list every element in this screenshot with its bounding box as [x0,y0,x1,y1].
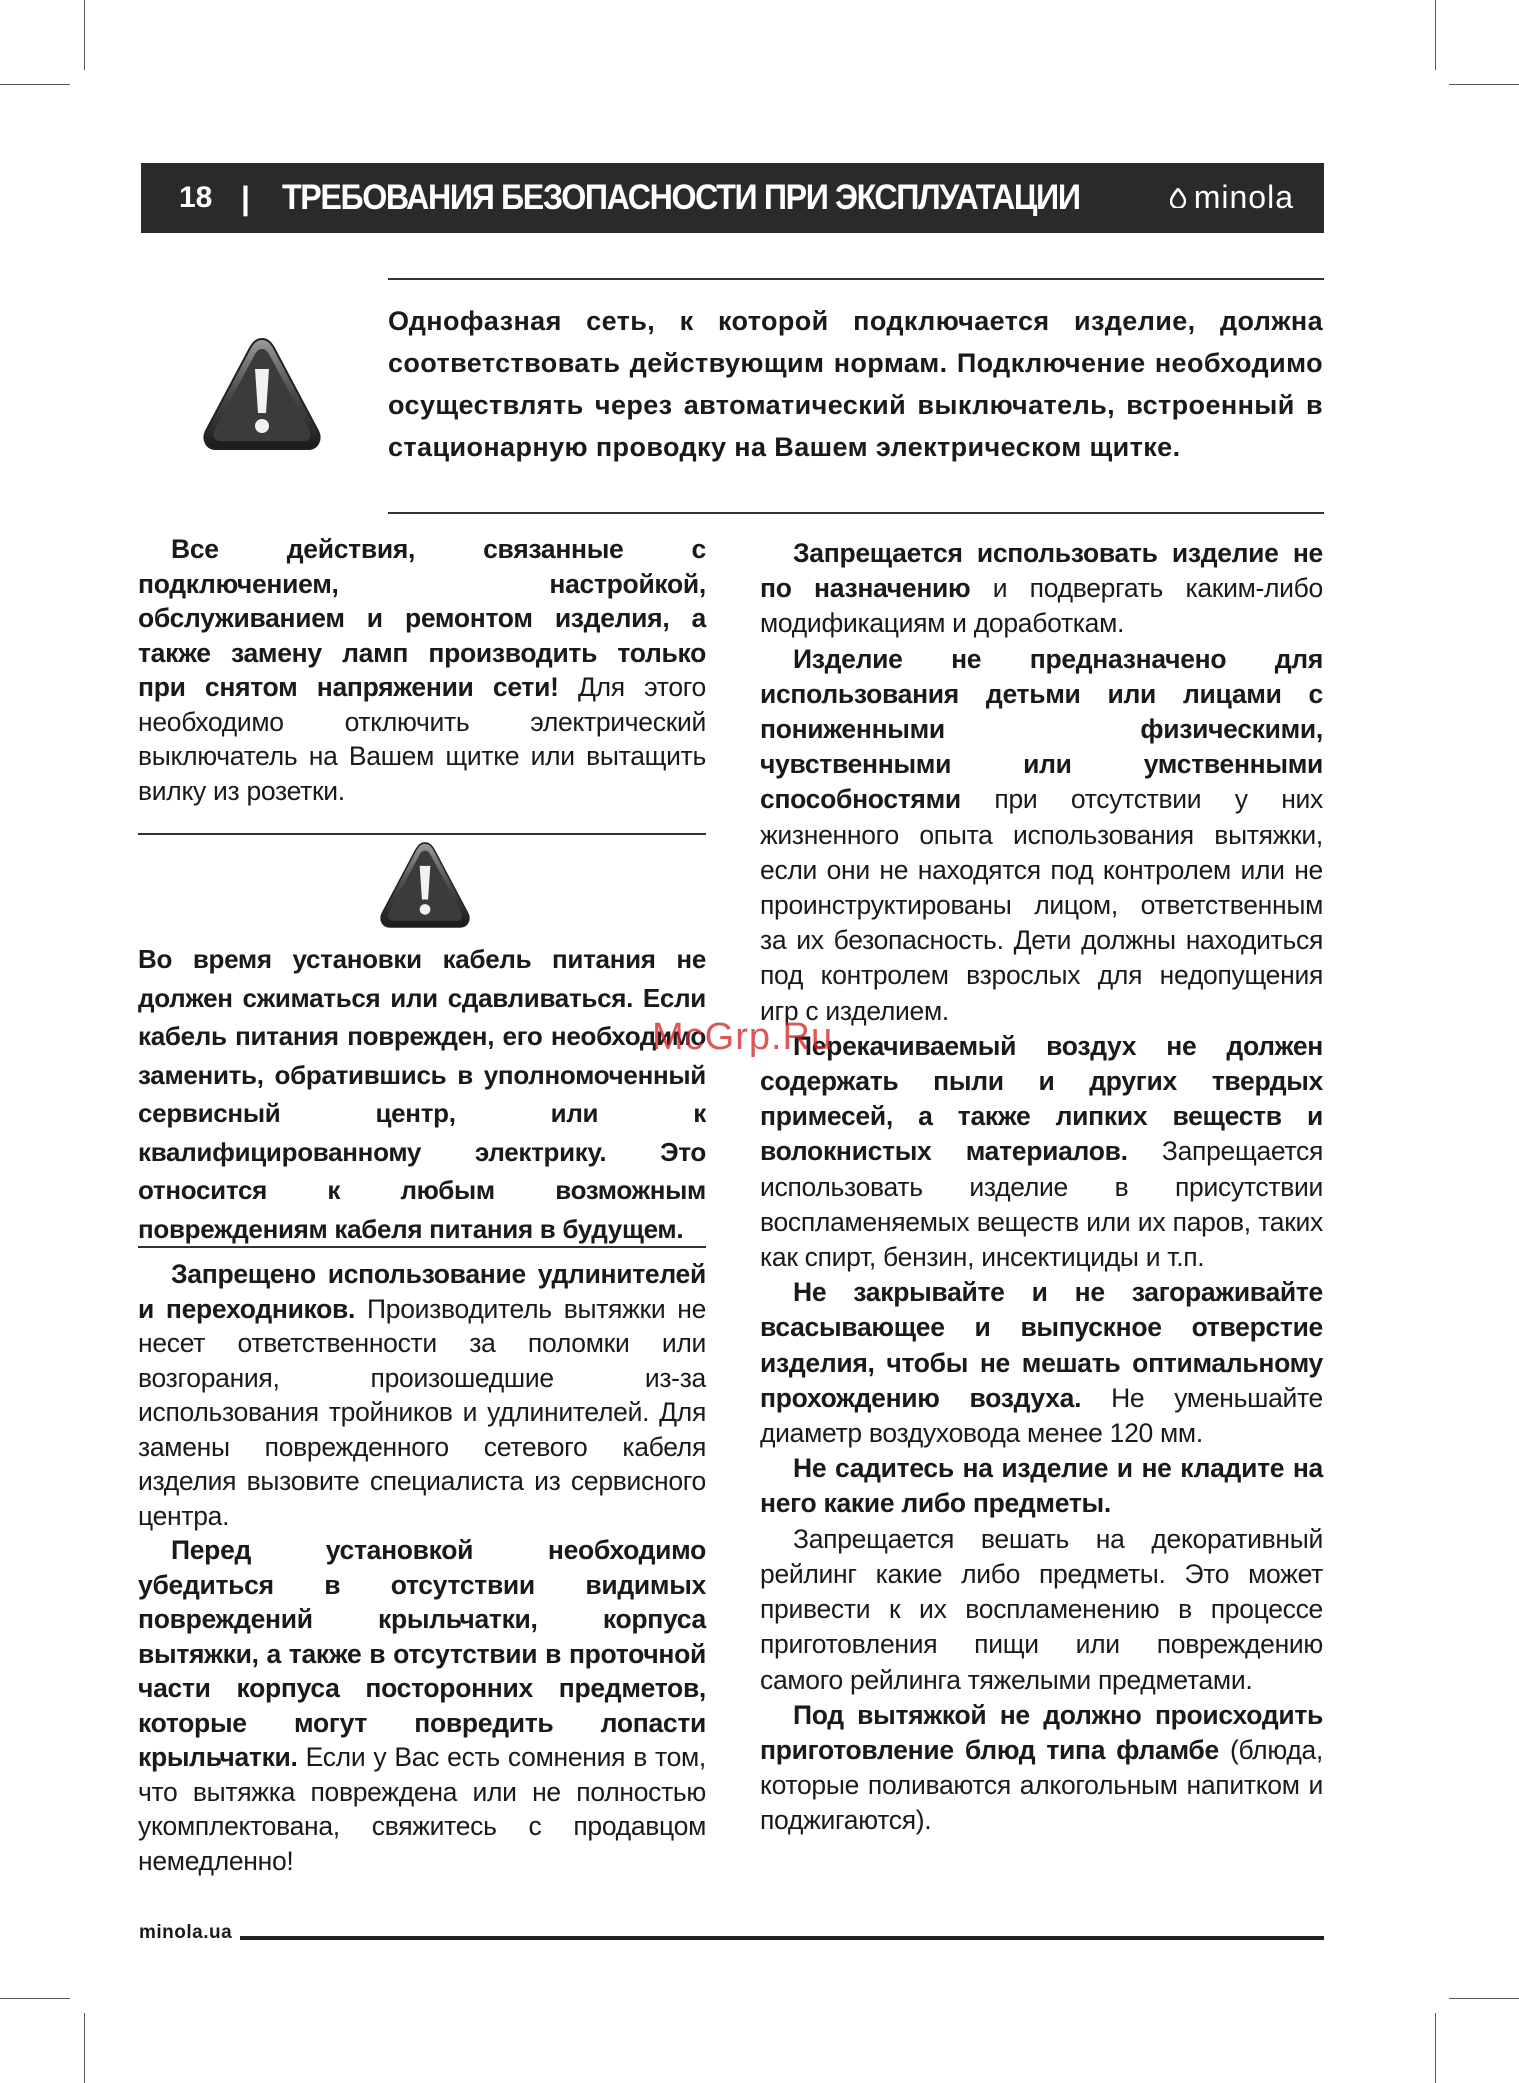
body-text: Не уменьшайте диаметр воздуховода менее 120 мм. [760,1382,1323,1449]
brand-logo [1170,179,1294,216]
page-header [141,163,1324,233]
paragraph [760,1029,1323,1275]
page-title: ТРЕБОВАНИЯ БЕЗОПАСНОСТИ ПРИ ЭКСПЛУАТАЦИИ [281,178,1080,217]
paragraph [760,1698,1323,1839]
paragraph: Не садитесь на изделие и не кладите на него какие либо предметы. [760,1453,1323,1519]
body-text: при отсутствии у них жизненного опыта использования вытяжки, если они не находятся под контролем или не проинструктированы лицом, ответственным за их безопасность. Дети должны находиться под контролем взрослых для недопущения игр с изделием. [760,784,1323,1026]
paragraph [138,1533,706,1878]
divider [388,278,1324,280]
divider [138,1246,706,1248]
crop-mark [0,84,70,85]
bold-text: Под вытяжкой не должно происходить приготовление блюд типа фламбе [760,1699,1323,1765]
divider [388,512,1324,514]
paragraph [138,532,706,808]
paragraph [760,536,1323,642]
footer-site: minola.ua [139,1922,233,1943]
bold-text: Все действия, связанные с подключением, настройкой, обслуживанием и ремонтом изделия, а также замену ламп производить только при снятом напряжении сети! [138,534,706,702]
footer-rule [240,1936,1324,1940]
crop-mark [1449,1998,1519,1999]
body-text: Если у Вас есть сомнения в том, что вытяжка повреждена или не полностью укомплектована, свяжитесь с продавцом немедленно! [138,1742,706,1876]
crop-mark [0,1998,70,1999]
drop-icon [1170,188,1186,208]
crop-mark [1449,84,1519,85]
body-text: Запрещается использовать изделие в присутствии воспламеняемых веществ или их паров, таких как спирт, бензин, инсектициды и т.п. [760,1136,1324,1273]
paragraph [760,642,1323,1029]
left-column [138,532,706,808]
warning-cable [138,940,706,1248]
body-text: и подвергать каким-либо модификациям и доработкам. [760,573,1323,639]
warning-triangle-icon [377,840,473,930]
bold-text: Запрещается использовать изделие не по назначению [760,538,1323,604]
body-text: (блюда, которые поливаются алкогольным напитком и поджигаются). [760,1734,1323,1836]
body-text: Производитель вытяжки не несет ответственности за поломки или возгорания, произошедшие из-за использования тройников и удлинителей. Для замены поврежденного сетевого кабеля изделия вызовите специалиста из сервисного центра. [138,1293,707,1531]
warning-text: Во время установки кабель питания не должен сжиматься или сдавливаться. Если кабель питания поврежден, его необходимо заменить, обратившись в уполномоченный сервисный центр, или к квалифицированному электрику. Это относится к любым возможным повреждениям кабеля питания в будущем. [138,944,706,1244]
body-text: Для этого необходимо отключить электрический выключатель на Вашем щитке или вытащить вилку из розетки. [138,672,706,806]
paragraph: Запрещается вешать на декоративный рейлинг какие либо предметы. Это может привести к их воспламенению в процессе приготовления пищи или повреждению самого рейлинга тяжелыми предметами. [760,1523,1323,1695]
bold-text: Перекачиваемый воздух не должен содержать пыли и других твердых примесей, а также липких веществ и волокнистых материалов. [760,1030,1323,1167]
crop-mark [1435,2013,1436,2083]
divider [138,833,706,835]
header-separator: | [241,179,250,216]
watermark: McGrp.Ru [652,1016,834,1058]
warning-triangle-icon [200,335,324,453]
left-column-lower [138,1257,706,1878]
page-number: 18 [179,181,213,214]
bold-text: Перед установкой необходимо убедиться в отсутствии видимых повреждений крыльчатки, корпуса вытяжки, а также в отсутствии в проточной части корпуса посторонних предметов, которые могут повредить лопасти крыльчатки. [138,1535,706,1772]
paragraph [760,1275,1323,1451]
crop-mark [84,0,85,70]
brand-name: minola [1193,179,1294,215]
paragraph [138,1257,706,1533]
bold-text: Не закрывайте и не загораживайте всасывающее и выпускное отверстие изделия, чтобы не мешать оптимальному прохождению воздуха. [760,1277,1323,1413]
bold-text: Запрещено использование удлинителей и переходников. [138,1259,706,1324]
right-column [760,536,1323,1839]
crop-mark [84,2013,85,2083]
bold-text: Изделие не предназначено для использования детьми или лицами с пониженными физическими, чувственными или умственными способностями [760,643,1323,815]
warning-text: Однофазная сеть, к которой подключается изделие, должна соответствовать действующим нормам. Подключение необходимо осуществлять через автоматический выключатель, встроенный в стационарную проводку на Вашем электрическом щитке. [388,306,1323,462]
crop-mark [1435,0,1436,70]
